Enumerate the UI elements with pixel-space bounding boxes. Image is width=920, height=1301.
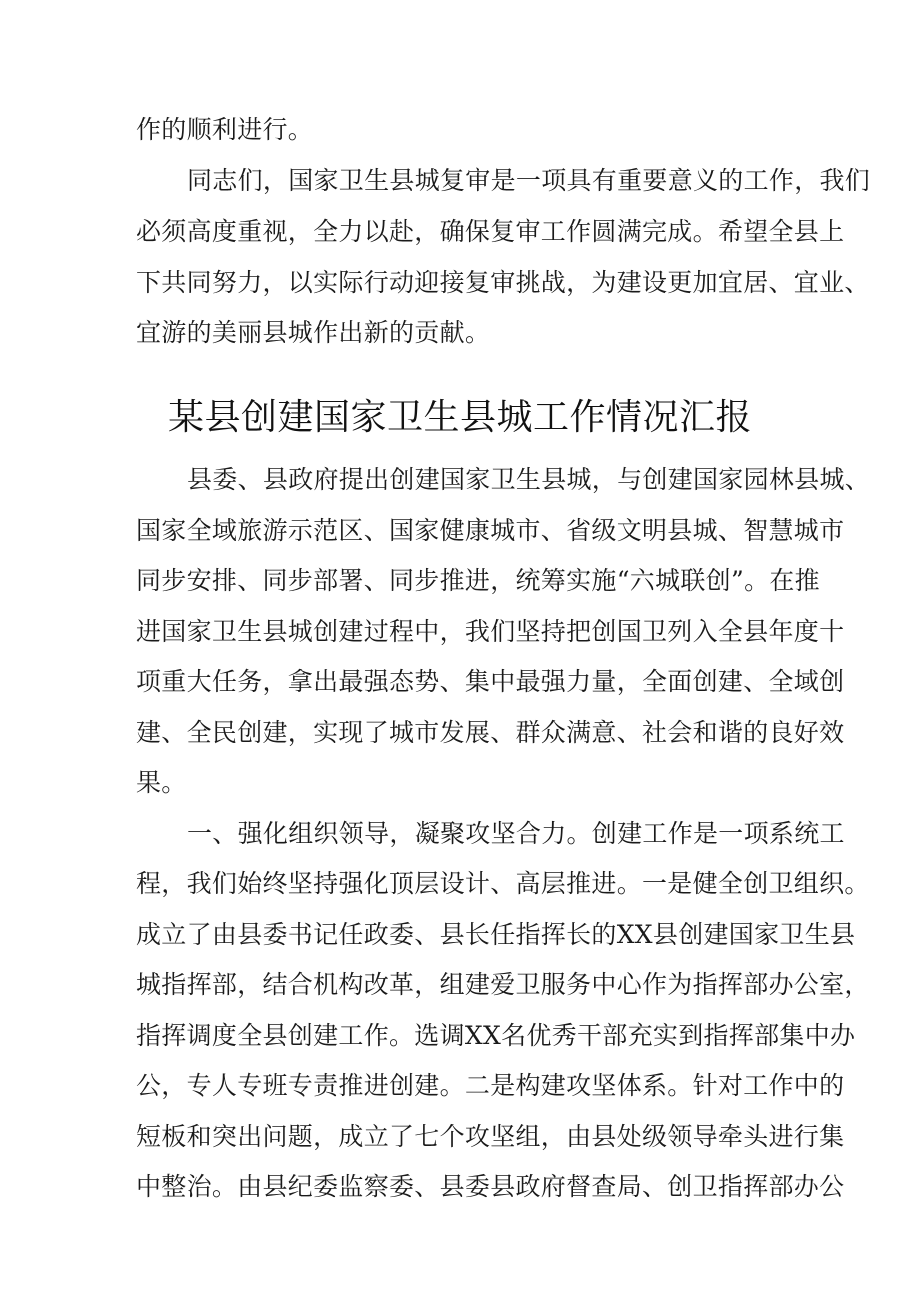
report-intro-line: 果。 bbox=[136, 768, 187, 797]
report-intro-line: 进国家卫生县城创建过程中，我们坚持把创国卫列入全县年度十 bbox=[136, 617, 845, 646]
intro-line: 作的顺利进行。 bbox=[136, 115, 314, 144]
section-one-line: 中整治。由县纪委监察委、县委县政府督查局、创卫指挥部办公 bbox=[136, 1172, 845, 1201]
section-one-line: 成立了由县委书记任政委、县长任指挥长的XX县创建国家卫生县 bbox=[136, 920, 856, 949]
report-intro-line: 项重大任务，拿出最强态势、集中最强力量，全面创建、全域创 bbox=[136, 667, 845, 696]
report-title: 某县创建国家卫生县城工作情况汇报 bbox=[167, 397, 752, 438]
report-intro-line: 同步安排、同步部署、同步推进，统筹实施“六城联创”。在推 bbox=[136, 566, 820, 595]
closing-paragraph-line: 宜游的美丽县城作出新的贡献。 bbox=[136, 318, 491, 347]
report-intro-line: 建、全民创建，实现了城市发展、群众满意、社会和谐的良好效 bbox=[136, 718, 845, 747]
report-intro-line: 县委、县政府提出创建国家卫生县城，与创建国家园林县城、 bbox=[187, 465, 871, 494]
closing-paragraph-line: 同志们，国家卫生县城复审是一项具有重要意义的工作，我们 bbox=[187, 166, 871, 195]
report-intro-line: 国家全域旅游示范区、国家健康城市、省级文明县城、智慧城市 bbox=[136, 516, 845, 545]
closing-paragraph-line: 必须高度重视，全力以赴，确保复审工作圆满完成。希望全县上 bbox=[136, 217, 845, 246]
closing-paragraph-line: 下共同努力，以实际行动迎接复审挑战，为建设更加宜居、宜业、 bbox=[136, 268, 870, 297]
section-one-line: 一、强化组织领导，凝聚攻坚合力。创建工作是一项系统工 bbox=[187, 819, 845, 848]
section-one-line: 公，专人专班专责推进创建。二是构建攻坚体系。针对工作中的 bbox=[136, 1071, 845, 1100]
section-one-line: 短板和突出问题，成立了七个攻坚组，由县处级领导牵头进行集 bbox=[136, 1122, 845, 1151]
section-one-line: 程，我们始终坚持强化顶层设计、高层推进。一是健全创卫组织。 bbox=[136, 869, 870, 898]
section-one-line: 指挥调度全县创建工作。选调XX名优秀干部充实到指挥部集中办 bbox=[136, 1021, 856, 1050]
section-one-line: 城指挥部，结合机构改革，组建爱卫服务中心作为指挥部办公室， bbox=[136, 970, 870, 999]
